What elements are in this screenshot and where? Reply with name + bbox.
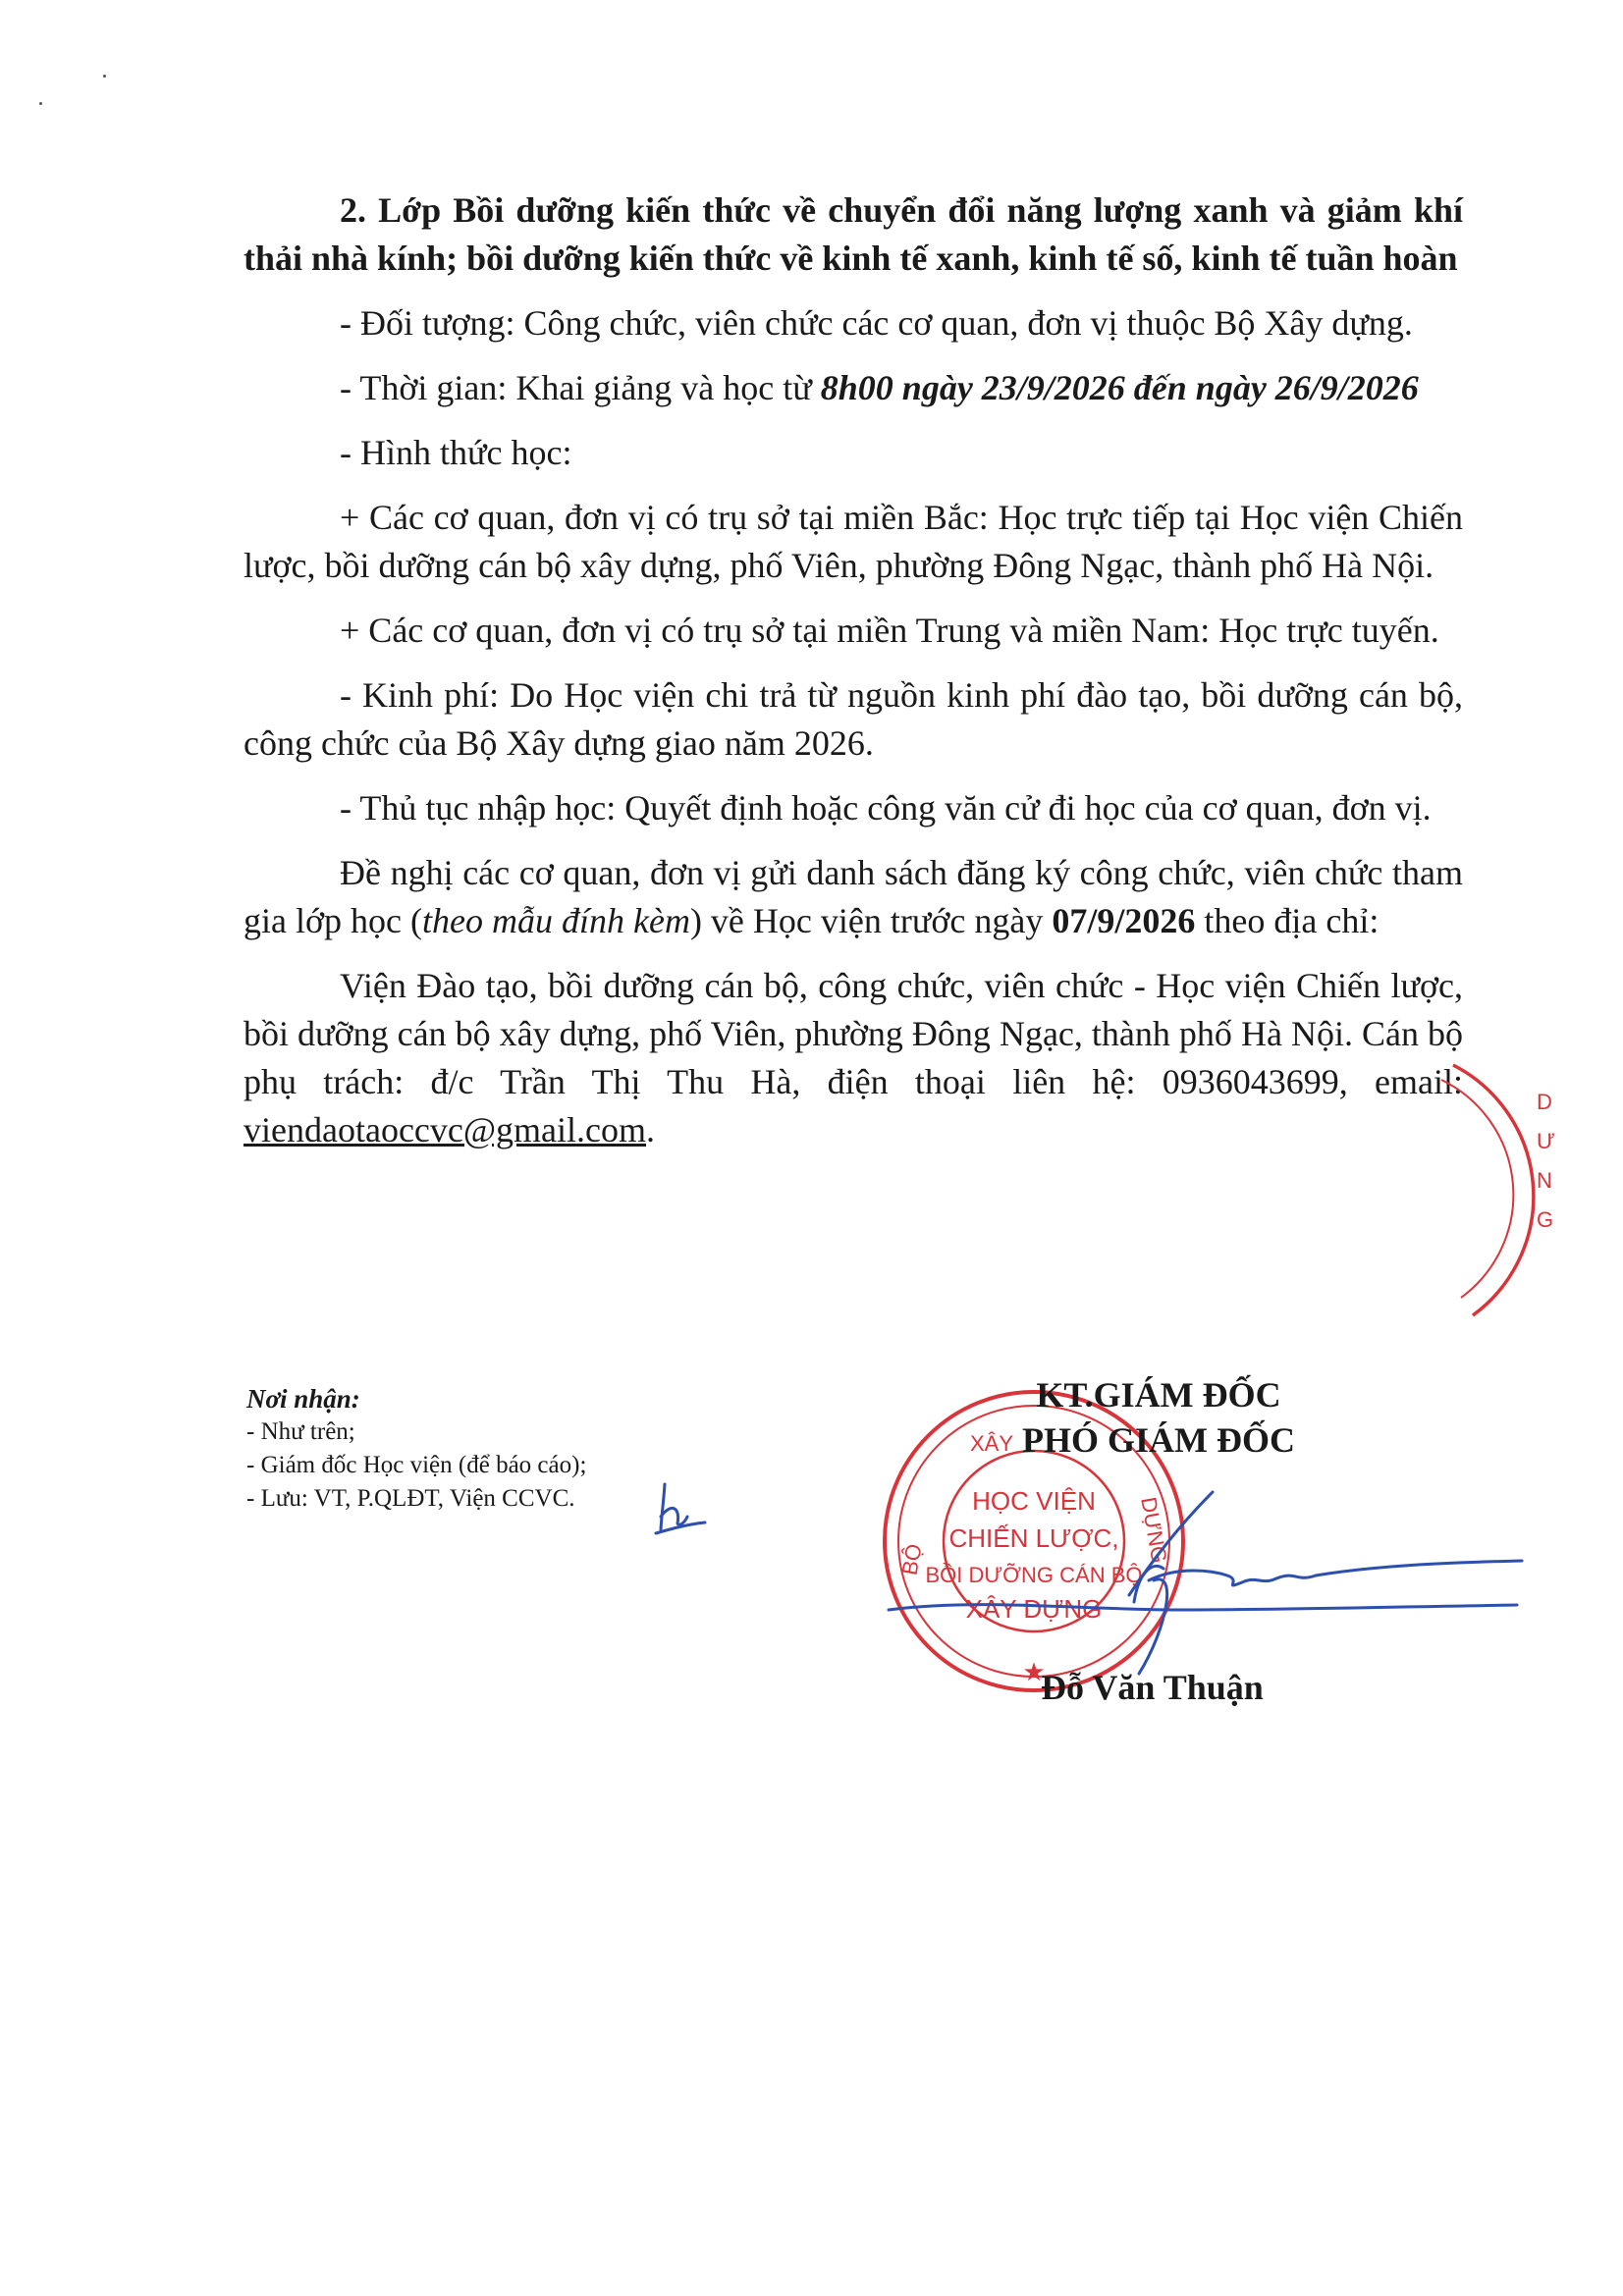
signature-title-1: KT.GIÁM ĐỐC [1036, 1375, 1281, 1415]
seal-line: HỌC VIỆN [972, 1486, 1096, 1516]
study-format: - Hình thức học: [340, 433, 572, 472]
request-text: theo địa chỉ: [1195, 901, 1380, 940]
document-body [243, 187, 1463, 1171]
schedule-dates: 8h00 ngày 23/9/2026 đến ngày 26/9/2026 [820, 368, 1419, 407]
funding: - Kinh phí: Do Học viện chi trả từ nguồn kinh phí đào tạo, bồi dưỡng cán bộ, công chức của Bộ Xây dựng giao năm 2026. [243, 675, 1463, 763]
signature-block [864, 1372, 1453, 1463]
seal-edge-text: D [1537, 1090, 1552, 1114]
study-format-north: + Các cơ quan, đơn vị có trụ sở tại miền Bắc: Học trực tiếp tại Học viện Chiến lược, bồi dưỡng cán bộ xây dựng, phố Viên, phường Đông Ngạc, thành phố Hà Nội. [243, 498, 1463, 585]
contact-address [243, 962, 1463, 1154]
recipient-item: - Như trên; [246, 1418, 355, 1445]
seal-edge-text: G [1537, 1207, 1554, 1232]
target-audience: - Đối tượng: Công chức, viên chức các cơ quan, đơn vị thuộc Bộ Xây dựng. [340, 303, 1413, 343]
registration-request [243, 849, 1463, 945]
recipient-item: - Lưu: VT, P.QLĐT, Viện CCVC. [246, 1485, 575, 1512]
seal-line: CHIẾN LƯỢC, [948, 1523, 1119, 1553]
signer-name: Đỗ Văn Thuận [1041, 1668, 1264, 1707]
seal-edge-text: Ư [1537, 1129, 1555, 1153]
seal-line: BỒI DƯỠNG CÁN BỘ [925, 1563, 1143, 1587]
address-end: . [646, 1110, 655, 1149]
section-heading: 2. Lớp Bồi dưỡng kiến thức về chuyển đổi năng lượng xanh và giảm khí thải nhà kính; bồi dưỡng kiến thức về kinh tế xanh, kinh tế số, kinh tế tuần hoàn [243, 190, 1463, 278]
contact-email-link[interactable]: viendaotaoccvc@gmail.com [243, 1110, 646, 1149]
seal-edge-text: N [1537, 1168, 1552, 1193]
recipients-title: Nơi nhận: [246, 1384, 360, 1414]
study-format-central-south: + Các cơ quan, đơn vị có trụ sở tại miền Trung và miền Nam: Học trực tuyến. [340, 611, 1439, 650]
recipient-item: - Giám đốc Học viện (để báo cáo); [246, 1452, 587, 1478]
seal-line: XÂY DỰNG [965, 1594, 1103, 1624]
address-text: Viện Đào tạo, bồi dưỡng cán bộ, công chức, viên chức - Học viện Chiến lược, bồi dưỡng cán bộ xây dựng, phố Viên, phường Đông Ngạc, thành phố Hà Nội. Cán bộ phụ trách: đ/c Trần Thị Thu Hà, điện thoại liên hệ: 0936043699, email: [243, 966, 1463, 1101]
request-text: Đề nghị các cơ quan, đơn vị gửi danh sách đăng ký công chức, viên chức tham gia lớp học ( [243, 853, 1463, 940]
registration-deadline: 07/9/2026 [1052, 901, 1196, 940]
seal-star-icon: ★ [1022, 1657, 1046, 1686]
signature-title-2: PHÓ GIÁM ĐỐC [1022, 1420, 1295, 1460]
seal-ring-text: XÂY [969, 1431, 1014, 1456]
seal-ring-text: DỰNG [1136, 1495, 1172, 1566]
recipients-block [246, 1382, 757, 1516]
request-attachment-note: theo mẫu đính kèm [422, 901, 690, 940]
scan-speck [103, 75, 106, 78]
schedule-label: - Thời gian: Khai giảng và học từ [340, 368, 821, 407]
scan-speck [39, 102, 42, 105]
enrollment-procedure: - Thủ tục nhập học: Quyết định hoặc công văn cử đi học của cơ quan, đơn vị. [340, 788, 1432, 828]
schedule [243, 364, 1463, 412]
request-text: ) về Học viện trước ngày [689, 901, 1053, 940]
seal-ring-text: BỘ [896, 1541, 927, 1577]
